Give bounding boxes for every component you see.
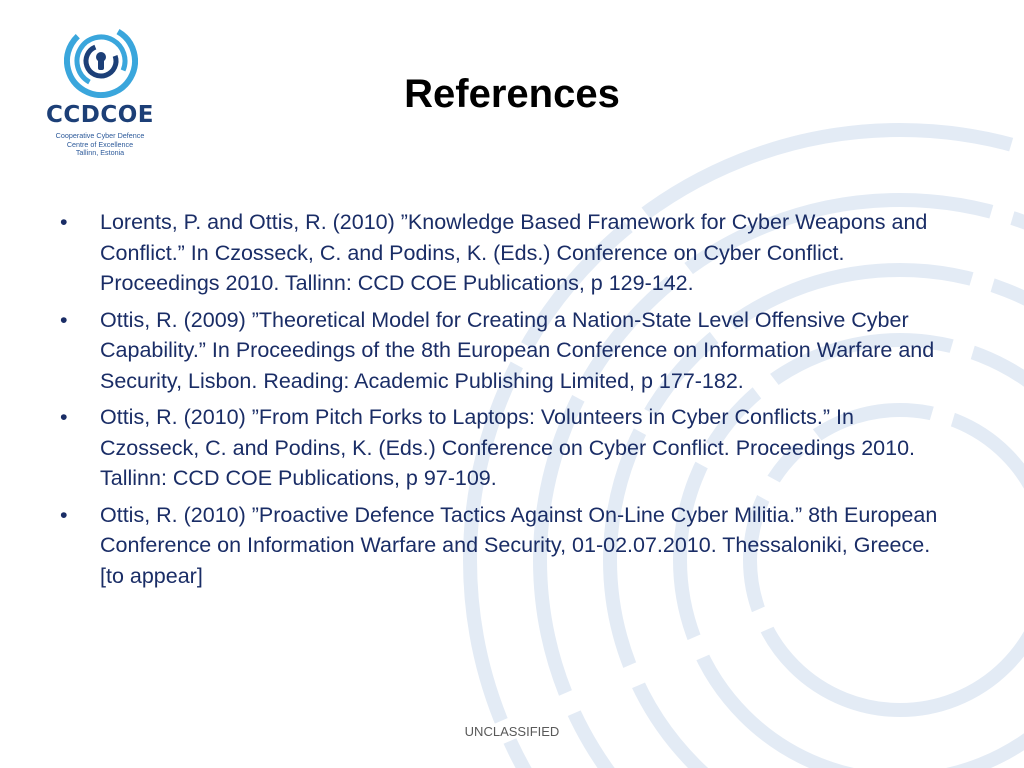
reference-text: Lorents, P. and Ottis, R. (2010) ”Knowledge Based Framework for Cyber Weapons and Conflict.” In Czosseck, C. and Podins, K. (Eds.) Conference on Cyber Conflict. Proceedings 2010. Tallinn: CCD COE Publications, p 129-142. xyxy=(100,210,928,295)
logo-wordmark: CCDCOE xyxy=(46,102,154,128)
reference-item xyxy=(56,402,956,494)
reference-text: Ottis, R. (2009) ”Theoretical Model for Creating a Nation-State Level Offensive Cyber Capability.” In Proceedings of the 8th European Conference on Information Warfare and Security, Lisbon. Reading: Academic Publishing Limited, p 177-182. xyxy=(100,307,935,393)
bullet: • xyxy=(60,307,68,332)
reference-item xyxy=(56,207,956,299)
reference-item xyxy=(56,500,956,592)
slide-title: References xyxy=(404,72,620,116)
logo-subtitle-line: Cooperative Cyber Defence xyxy=(55,131,145,140)
bullet: • xyxy=(60,210,68,234)
reference-text: Ottis, R. (2010) ”From Pitch Forks to Laptops: Volunteers in Cyber Conflicts.” In Czosseck, C. and Podins, K. (Eds.) Conference on Cyber Conflict. Proceedings 2010. Tallinn: CCD COE Publications, p 97-109. xyxy=(100,405,916,490)
bullet: • xyxy=(60,405,68,429)
logo-subtitle-line: Centre of Excellence xyxy=(66,139,134,149)
logo-subtitle-line: Tallinn, Estonia xyxy=(75,148,125,158)
logo-subtitle xyxy=(42,132,158,158)
bullet: • xyxy=(60,502,68,527)
reference-item xyxy=(56,305,956,397)
references-list xyxy=(56,207,956,597)
reference-text: Ottis, R. (2010) ”Proactive Defence Tactics Against On-Line Cyber Militia.” 8th European Conference on Information Warfare and Security, 01-02.07.2010. Thessaloniki, Greece. [to appear] xyxy=(100,502,938,588)
classification-footer: UNCLASSIFIED xyxy=(464,724,560,739)
